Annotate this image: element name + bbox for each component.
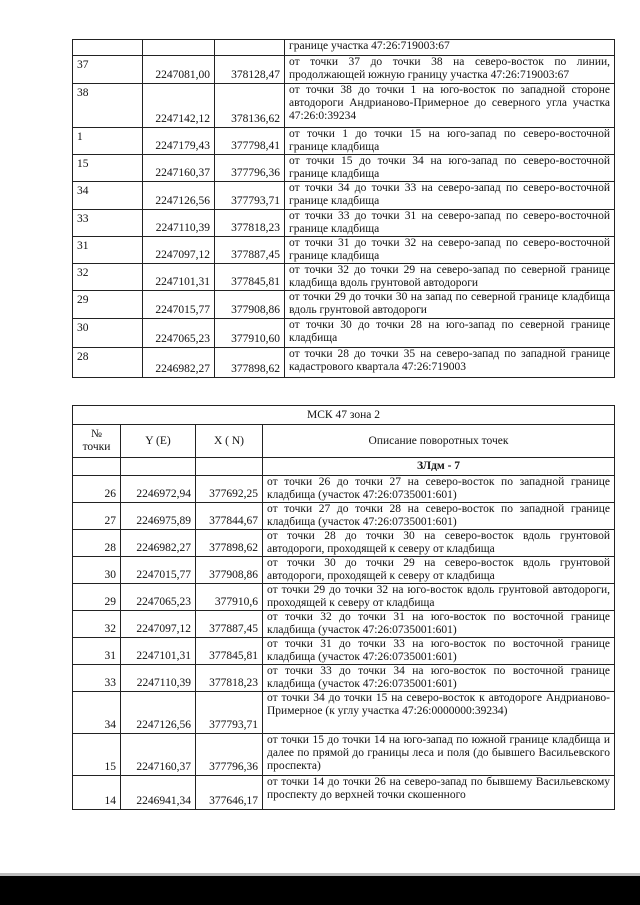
description-cell: от точки 34 до точки 15 на северо-восток к автодороге Андрианово-Примерное (к углу участка 47:26:0000000:39234) bbox=[263, 692, 615, 734]
coordinates-table-zone bbox=[72, 405, 615, 810]
zone-label: ЗЛдм - 7 bbox=[263, 458, 615, 476]
point-number-cell: 27 bbox=[73, 503, 121, 530]
table-row bbox=[73, 611, 615, 638]
x-coord-cell: 377646,17 bbox=[196, 776, 263, 810]
y-coord-cell: 2247160,37 bbox=[143, 155, 215, 182]
y-coord-cell: 2247142,12 bbox=[143, 84, 215, 128]
y-coord-cell: 2247110,39 bbox=[121, 665, 196, 692]
y-coord-cell: 2246982,27 bbox=[143, 348, 215, 378]
table-row bbox=[73, 530, 615, 557]
point-number-cell bbox=[73, 40, 143, 56]
description-cell: от точки 34 до точки 33 на северо-запад по северо-восточной границе кладбища bbox=[285, 182, 615, 210]
y-coord-cell: 2247101,31 bbox=[121, 638, 196, 665]
y-coord-cell: 2247081,00 bbox=[143, 56, 215, 84]
y-coord-cell: 2247097,12 bbox=[143, 237, 215, 264]
y-coord-cell: 2247179,43 bbox=[143, 128, 215, 155]
x-coord-cell: 377887,45 bbox=[196, 611, 263, 638]
x-coord-cell: 377798,41 bbox=[215, 128, 285, 155]
point-number-cell: 32 bbox=[73, 611, 121, 638]
x-coord-cell: 377818,23 bbox=[196, 665, 263, 692]
table-row bbox=[73, 56, 615, 84]
point-number-cell: 29 bbox=[73, 584, 121, 611]
table-row bbox=[73, 84, 615, 128]
y-coord-cell: 2246941,34 bbox=[121, 776, 196, 810]
point-number-cell: 15 bbox=[73, 155, 143, 182]
description-cell: от точки 29 до точки 30 на запад по северной границе кладбища вдоль грунтовой автодороги bbox=[285, 291, 615, 319]
y-coord-cell: 2246972,94 bbox=[121, 476, 196, 503]
x-coord-cell: 377908,86 bbox=[215, 291, 285, 319]
x-coord-cell: 378136,62 bbox=[215, 84, 285, 128]
table-row bbox=[73, 40, 615, 56]
table-row bbox=[73, 776, 615, 810]
description-cell: от точки 26 до точки 27 на северо-восток по западной границе кладбища (участок 47:26:0735001:601) bbox=[263, 476, 615, 503]
description-cell: границе участка 47:26:719003:67 bbox=[285, 40, 615, 56]
y-coord-cell: 2247065,23 bbox=[121, 584, 196, 611]
header-x-coord: X ( N) bbox=[196, 425, 263, 458]
x-coord-cell: 377793,71 bbox=[215, 182, 285, 210]
point-number-cell: 30 bbox=[73, 557, 121, 584]
x-coord-cell: 377845,81 bbox=[196, 638, 263, 665]
table-row bbox=[73, 348, 615, 378]
y-coord-cell: 2246982,27 bbox=[121, 530, 196, 557]
point-number-cell: 34 bbox=[73, 692, 121, 734]
y-coord-cell: 2246975,89 bbox=[121, 503, 196, 530]
x-coord-cell bbox=[215, 40, 285, 56]
description-cell: от точки 31 до точки 33 на юго-восток по восточной границе кладбища (участок 47:26:0735001:601) bbox=[263, 638, 615, 665]
table-row bbox=[73, 503, 615, 530]
point-number-cell: 33 bbox=[73, 210, 143, 237]
point-number-cell: 28 bbox=[73, 348, 143, 378]
x-coord-cell: 377818,23 bbox=[215, 210, 285, 237]
point-number-cell: 34 bbox=[73, 182, 143, 210]
point-number-cell: 38 bbox=[73, 84, 143, 128]
x-coord-cell: 377898,62 bbox=[196, 530, 263, 557]
coordinate-system-header: МСК 47 зона 2 bbox=[73, 406, 615, 425]
table-row bbox=[73, 237, 615, 264]
table-row bbox=[73, 182, 615, 210]
x-coord-cell: 377910,6 bbox=[196, 584, 263, 611]
y-coord-cell: 2247065,23 bbox=[143, 319, 215, 348]
table-row bbox=[73, 734, 615, 776]
description-cell: от точки 28 до точки 30 на северо-восток вдоль грунтовой автодороги, проходящей к северу от кладбища bbox=[263, 530, 615, 557]
point-number-cell: 31 bbox=[73, 638, 121, 665]
description-cell: от точки 28 до точки 35 на северо-запад по западной границе кадастрового квартала 47:26:719003 bbox=[285, 348, 615, 378]
y-coord-cell: 2247097,12 bbox=[121, 611, 196, 638]
table-row bbox=[73, 584, 615, 611]
y-coord-cell: 2247015,77 bbox=[143, 291, 215, 319]
coordinates-table-top-body bbox=[73, 40, 615, 378]
point-number-cell: 26 bbox=[73, 476, 121, 503]
x-coord-cell: 377898,62 bbox=[215, 348, 285, 378]
description-cell: от точки 32 до точки 29 на северо-запад по северной границе кладбища вдоль грунтовой автодороги bbox=[285, 264, 615, 291]
y-coord-cell: 2247015,77 bbox=[121, 557, 196, 584]
point-number-cell: 33 bbox=[73, 665, 121, 692]
point-number-cell: 14 bbox=[73, 776, 121, 810]
y-coord-cell: 2247126,56 bbox=[143, 182, 215, 210]
x-coord-cell: 377887,45 bbox=[215, 237, 285, 264]
point-number-cell: 37 bbox=[73, 56, 143, 84]
header-y-coord: Y (E) bbox=[121, 425, 196, 458]
description-cell: от точки 33 до точки 31 на северо-запад по северо-восточной границе кладбища bbox=[285, 210, 615, 237]
description-cell: от точки 27 до точки 28 на северо-восток по западной границе кладбища (участок 47:26:0735001:601) bbox=[263, 503, 615, 530]
y-coord-cell bbox=[143, 40, 215, 56]
x-coord-cell: 377845,81 bbox=[215, 264, 285, 291]
table-row bbox=[73, 557, 615, 584]
x-coord-cell: 377910,60 bbox=[215, 319, 285, 348]
table-row bbox=[73, 210, 615, 237]
description-cell: от точки 30 до точки 29 на северо-восток вдоль грунтовой автодороги, проходящей к северу от кладбища bbox=[263, 557, 615, 584]
x-coord-cell: 377796,36 bbox=[215, 155, 285, 182]
coordinates-table-zone-body bbox=[73, 476, 615, 810]
description-cell: от точки 15 до точки 14 на юго-запад по южной границе кладбища и далее по прямой до границы леса и поля (до бывшего Васильевского проспекта) bbox=[263, 734, 615, 776]
point-number-cell: 28 bbox=[73, 530, 121, 557]
scan-border bbox=[0, 876, 640, 905]
x-coord-cell: 377796,36 bbox=[196, 734, 263, 776]
y-coord-cell: 2247126,56 bbox=[121, 692, 196, 734]
description-cell: от точки 30 до точки 28 на юго-запад по северной границе кладбища bbox=[285, 319, 615, 348]
table-row bbox=[73, 476, 615, 503]
y-coord-cell: 2247101,31 bbox=[143, 264, 215, 291]
table-row bbox=[73, 291, 615, 319]
table-row bbox=[73, 665, 615, 692]
x-coord-cell: 377692,25 bbox=[196, 476, 263, 503]
table-row bbox=[73, 128, 615, 155]
description-cell: от точки 29 до точки 32 на юго-восток вдоль грунтовой автодороги, проходящей к северу от кладбища bbox=[263, 584, 615, 611]
x-coord-cell: 377908,86 bbox=[196, 557, 263, 584]
description-cell: от точки 32 до точки 31 на юго-восток по восточной границе кладбища (участок 47:26:0735001:601) bbox=[263, 611, 615, 638]
point-number-cell: 30 bbox=[73, 319, 143, 348]
description-cell: от точки 37 до точки 38 на северо-восток по линии, продолжающей южную границу участка 47:26:719003:67 bbox=[285, 56, 615, 84]
description-cell: от точки 1 до точки 15 на юго-запад по северо-восточной границе кладбища bbox=[285, 128, 615, 155]
description-cell: от точки 14 до точки 26 на северо-запад по бывшему Васильевскому проспекту до верхней точки скошенного bbox=[263, 776, 615, 810]
x-coord-cell: 377793,71 bbox=[196, 692, 263, 734]
description-cell: от точки 31 до точки 32 на северо-запад по северо-восточной границе кладбища bbox=[285, 237, 615, 264]
description-cell: от точки 15 до точки 34 на юго-запад по северо-восточной границе кладбища bbox=[285, 155, 615, 182]
y-coord-cell: 2247110,39 bbox=[143, 210, 215, 237]
header-description: Описание поворотных точек bbox=[263, 425, 615, 458]
point-number-cell: 32 bbox=[73, 264, 143, 291]
table-row bbox=[73, 692, 615, 734]
table-row bbox=[73, 264, 615, 291]
coordinates-table-top bbox=[72, 39, 615, 378]
point-number-cell: 29 bbox=[73, 291, 143, 319]
x-coord-cell: 377844,67 bbox=[196, 503, 263, 530]
point-number-cell: 31 bbox=[73, 237, 143, 264]
table-row bbox=[73, 155, 615, 182]
description-cell: от точки 33 до точки 34 на юго-восток по восточной границе кладбища (участок 47:26:0735001:601) bbox=[263, 665, 615, 692]
x-coord-cell: 378128,47 bbox=[215, 56, 285, 84]
point-number-cell: 1 bbox=[73, 128, 143, 155]
point-number-cell: 15 bbox=[73, 734, 121, 776]
y-coord-cell: 2247160,37 bbox=[121, 734, 196, 776]
description-cell: от точки 38 до точки 1 на юго-восток по западной стороне автодороги Андрианово-Примерное до северного угла участка 47:26:0:39234 bbox=[285, 84, 615, 128]
table-row bbox=[73, 319, 615, 348]
header-point-number: № точки bbox=[73, 425, 121, 458]
table-row bbox=[73, 638, 615, 665]
